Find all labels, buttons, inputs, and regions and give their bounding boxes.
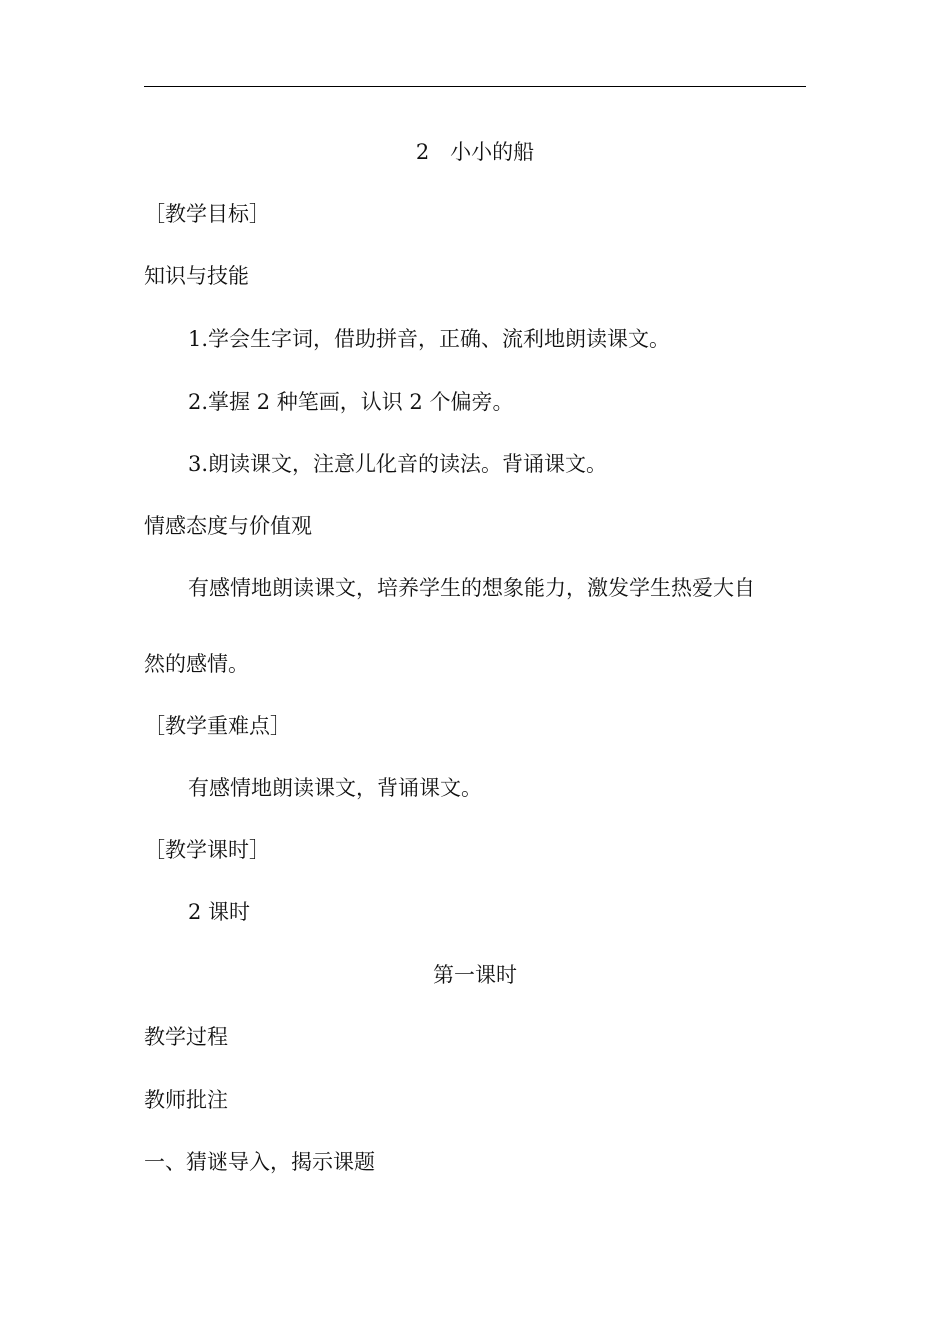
lesson-title: 2 小小的船	[415, 140, 535, 164]
key-points-text: 有感情地朗读课文，背诵课文。	[188, 776, 482, 800]
knowledge-item-1: 1.学会生字词，借助拼音，正确、流利地朗读课文。	[188, 327, 671, 351]
key-points-heading: ［教学重难点］	[144, 714, 291, 738]
emotion-text-line-1: 有感情地朗读课文，培养学生的想象能力，激发学生热爱大自	[188, 576, 755, 600]
hours-text: 2 课时	[188, 900, 251, 924]
objectives-heading: ［教学目标］	[144, 202, 270, 226]
hours-heading: ［教学课时］	[144, 838, 270, 862]
step-one-heading: 一、猜谜导入，揭示课题	[144, 1150, 375, 1174]
knowledge-item-3: 3.朗读课文，注意儿化音的读法。背诵课文。	[188, 452, 608, 476]
knowledge-heading: 知识与技能	[144, 264, 249, 288]
lesson-one-heading: 第一课时	[433, 963, 517, 987]
knowledge-item-2: 2.掌握 2 种笔画，认识 2 个偏旁。	[188, 390, 514, 414]
emotion-heading: 情感态度与价值观	[144, 514, 312, 538]
header-rule	[144, 86, 806, 87]
teacher-notes-heading: 教师批注	[144, 1088, 228, 1112]
emotion-text-line-2: 然的感情。	[144, 652, 249, 676]
process-heading: 教学过程	[144, 1025, 228, 1049]
